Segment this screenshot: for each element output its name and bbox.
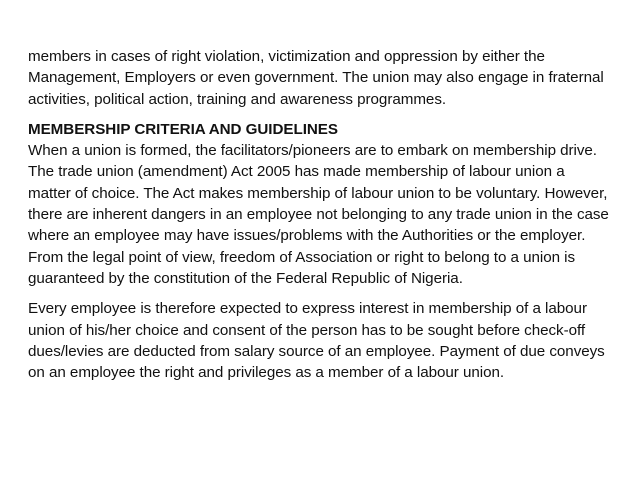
consent-paragraph: Every employee is therefore expected to express interest in membership of a labour union of his/her choice and consent of the person has to be sought before check-off dues/levies are deducted from salary source of an employee. Payment of due conveys on an employee the right and privileges as a member of a labour union.: [28, 300, 605, 382]
membership-paragraph: When a union is formed, the facilitators/pioneers are to embark on membership drive. The trade union (amendment) Act 2005 has made membership of labour union a matter of choice. The Act makes membership of labour union to be voluntary. However, there are inherent dangers in an employee not belonging to any trade union in the case where an employee may have issues/problems with the Authorities or the employer. From the legal point of view, freedom of Association or right to belong to a union is guaranteed by the constitution of the Federal Republic of Nigeria.: [28, 142, 609, 287]
intro-paragraph: members in cases of right violation, victimization and oppression by either the Management, Employers or even government. The union may also engage in fraternal activities, political action, training and awareness programmes.: [28, 48, 604, 108]
slide-content: [28, 46, 610, 392]
membership-section: [28, 119, 610, 289]
section-heading: MEMBERSHIP CRITERIA AND GUIDELINES: [28, 120, 338, 138]
